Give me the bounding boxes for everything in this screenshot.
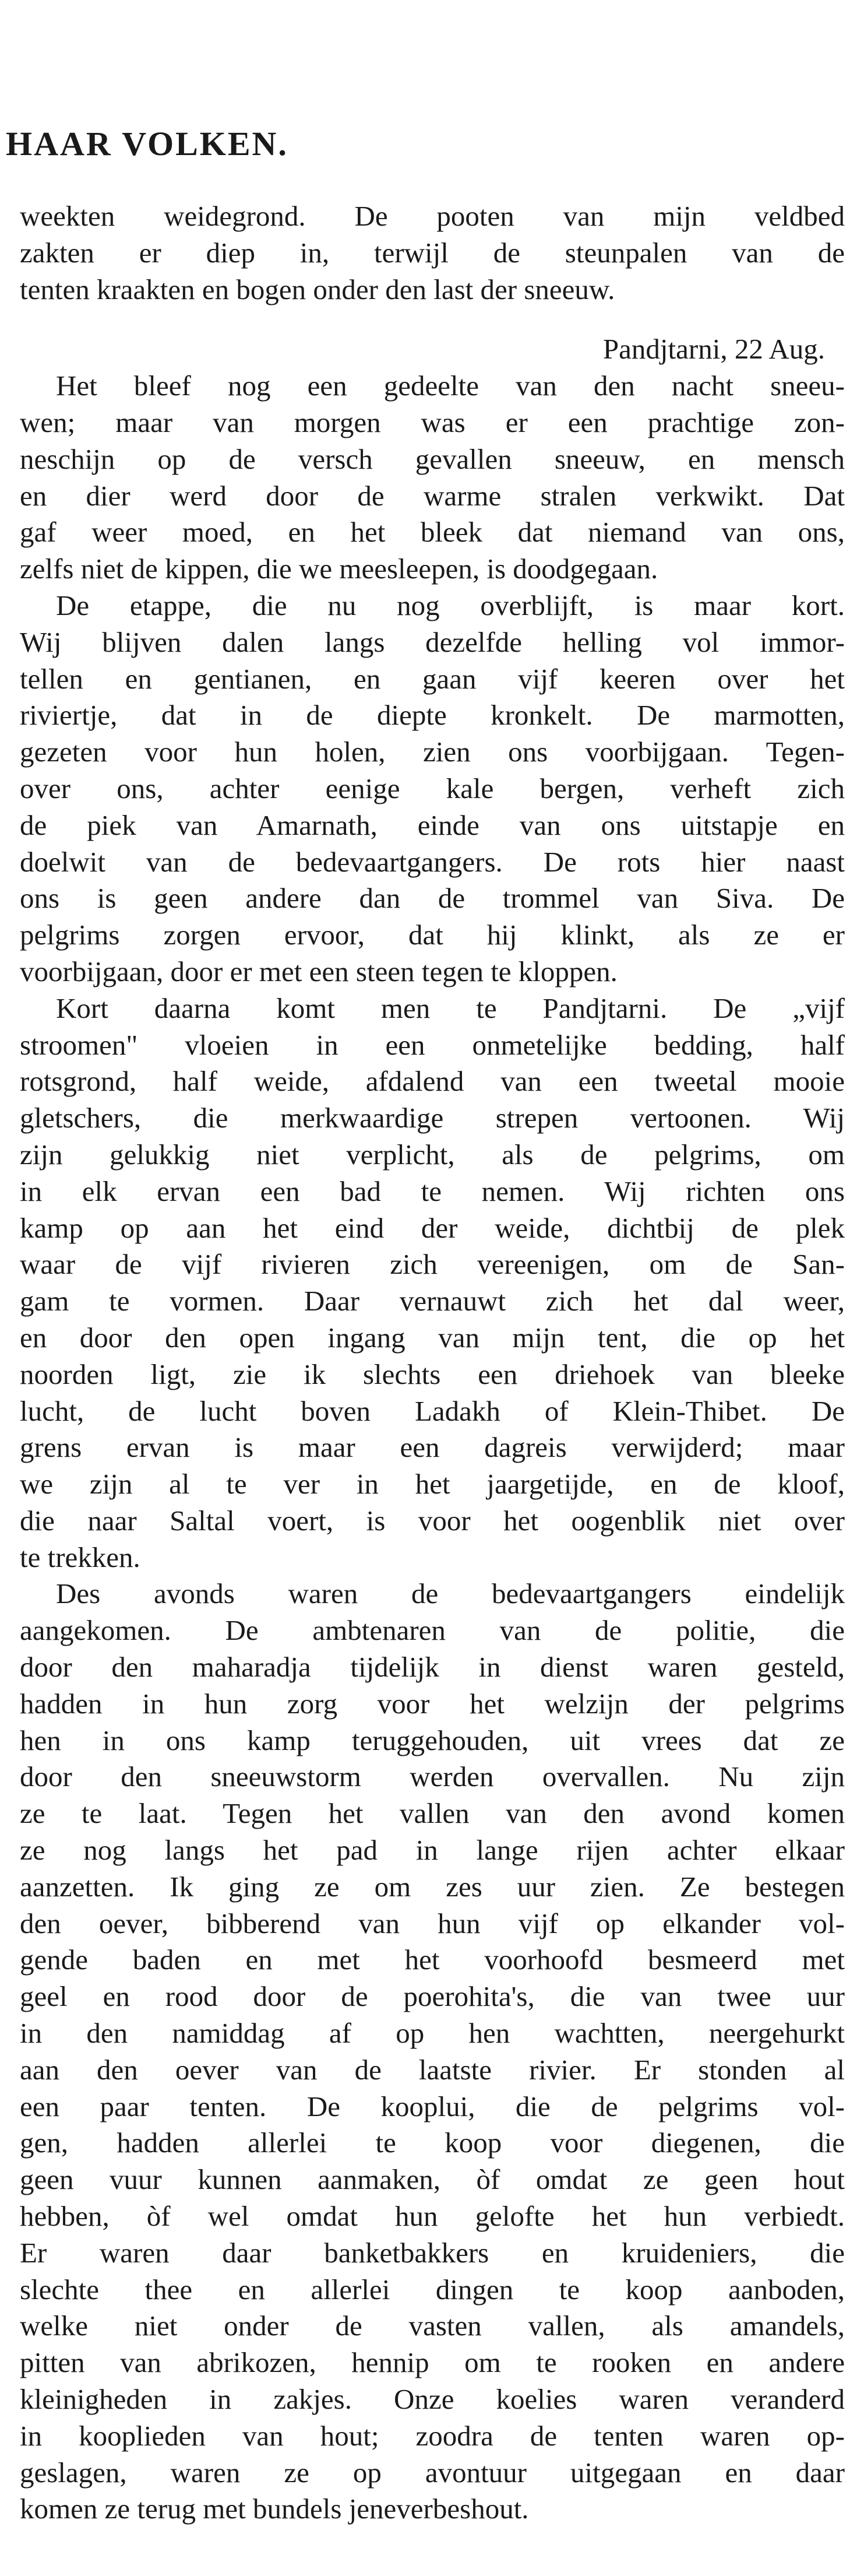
text-line: stroomen" vloeien in een onmetelijke bedding, half — [20, 1028, 845, 1061]
running-head: HAAR VOLKEN. — [6, 125, 288, 163]
text-line: door den sneeuwstorm werden overvallen. Nu zijn — [20, 1760, 845, 1793]
text-line: Wij blijven dalen langs dezelfde helling vol immor- — [20, 625, 845, 658]
text-line: ons is geen andere dan de trommel van Siva. De — [20, 882, 845, 915]
text-line: in den namiddag af op hen wachtten, neergehurkt — [20, 2017, 845, 2050]
text-line: gende baden en met het voorhoofd besmeerd met — [20, 1944, 845, 1976]
text-line: kleinigheden in zakjes. Onze koelies waren veranderd — [20, 2383, 845, 2416]
text-line: hen in ons kamp teruggehouden, uit vrees dat ze — [20, 1724, 845, 1756]
text-line: tellen en gentianen, en gaan vijf keeren over het — [20, 662, 845, 695]
text-line: zijn gelukkig niet verplicht, als de pelgrims, om — [20, 1138, 845, 1171]
text-line: rotsgrond, half weide, afdalend van een tweetal mooie — [20, 1065, 845, 1098]
dateline: Pandjtarni, 22 Aug. — [602, 333, 825, 366]
text-line: neschijn op de versch gevallen sneeuw, en mensch — [20, 442, 845, 475]
text-line: gletschers, die merkwaardige strepen vertoonen. Wij — [20, 1102, 845, 1134]
body-text — [20, 198, 845, 2528]
text-line: door den maharadja tijdelijk in dienst waren gesteld, — [20, 1651, 845, 1684]
text-line: aanzetten. Ik ging ze om zes uur zien. Ze bestegen — [20, 1870, 845, 1903]
text-line: wen; maar van morgen was er een prachtige zon- — [20, 406, 845, 438]
text-line: ze nog langs het pad in lange rijen achter elkaar — [20, 1834, 845, 1867]
text-line: aan den oever van de laatste rivier. Er stonden al — [20, 2053, 845, 2086]
text-line: over ons, achter eenige kale bergen, verheft zich — [20, 772, 845, 804]
text-line: riviertje, dat in de diepte kronkelt. De marmotten, — [20, 699, 845, 732]
text-line: kamp op aan het eind der weide, dichtbij de plek — [20, 1211, 845, 1244]
text-line: ze te laat. Tegen het vallen van den avond komen — [20, 1797, 845, 1830]
text-line: gen, hadden allerlei te koop voor diegenen, die — [20, 2127, 845, 2159]
text-line: waar de vijf rivieren zich vereenigen, om de San- — [20, 1248, 845, 1281]
text-line: weekten weidegrond. De pooten van mijn veldbed — [20, 200, 845, 232]
text-line: tenten kraakten en bogen onder den last der sneeuw. — [20, 273, 615, 305]
text-line: pitten van abrikozen, hennip om te rooken en andere — [20, 2346, 845, 2379]
text-line: gam te vormen. Daar vernauwt zich het dal weer, — [20, 1285, 845, 1317]
text-line: gaf weer moed, en het bleek dat niemand van ons, — [20, 516, 845, 549]
text-line: doelwit van de bedevaartgangers. De rots hier naast — [20, 845, 845, 878]
text-line: zelfs niet de kippen, die we meesleepen, is doodgegaan. — [20, 553, 658, 585]
text-line: geen vuur kunnen aanmaken, òf omdat ze geen hout — [20, 2163, 845, 2196]
text-line: en door den open ingang van mijn tent, die op het — [20, 1321, 845, 1354]
text-line: komen ze terug met bundels jeneverbeshout. — [20, 2493, 529, 2525]
text-line: gezeten voor hun holen, zien ons voorbijgaan. Tegen- — [20, 736, 845, 768]
text-line: te trekken. — [20, 1541, 140, 1573]
text-line: zakten er diep in, terwijl de steunpalen van de — [20, 236, 845, 269]
text-line: Er waren daar banketbakkers en kruideniers, die — [20, 2236, 845, 2269]
text-line: voorbijgaan, door er met een steen tegen te kloppen. — [20, 955, 618, 987]
text-line: en dier werd door de warme stralen verkwikt. Dat — [20, 479, 845, 512]
text-line: in elk ervan een bad te nemen. Wij richten ons — [20, 1175, 845, 1207]
text-line: welke niet onder de vasten vallen, als amandels, — [20, 2310, 845, 2342]
text-line: noorden ligt, zie ik slechts een driehoek van bleeke — [20, 1358, 845, 1390]
text-line: slechte thee en allerlei dingen te koop aanboden, — [20, 2273, 845, 2306]
text-line: we zijn al te ver in het jaargetijde, en de kloof, — [20, 1468, 845, 1500]
text-line: geel en rood door de poerohita's, die van twee uur — [20, 1980, 845, 2013]
text-line: pelgrims zorgen ervoor, dat hij klinkt, als ze er — [20, 919, 845, 951]
text-line: hebben, òf wel omdat hun gelofte het hun verbiedt. — [20, 2200, 845, 2233]
text-line: Des avonds waren de bedevaartgangers eindelijk — [56, 1577, 845, 1610]
text-line: de piek van Amarnath, einde van ons uitstapje en — [20, 809, 845, 841]
text-line: Kort daarna komt men te Pandjtarni. De „vijf — [56, 992, 845, 1024]
text-line: aangekomen. De ambtenaren van de politie, die — [20, 1614, 845, 1647]
text-line: grens ervan is maar een dagreis verwijderd; maar — [20, 1431, 845, 1464]
text-line: lucht, de lucht boven Ladakh of Klein-Thibet. De — [20, 1394, 845, 1427]
text-line: een paar tenten. De kooplui, die de pelgrims vol- — [20, 2090, 845, 2122]
text-line: hadden in hun zorg voor het welzijn der pelgrims — [20, 1687, 845, 1720]
text-line: geslagen, waren ze op avontuur uitgegaan en daar — [20, 2456, 845, 2489]
text-line: die naar Saltal voert, is voor het oogenblik niet over — [20, 1504, 845, 1537]
text-line: in kooplieden van hout; zoodra de tenten waren op- — [20, 2419, 845, 2452]
text-line: De etappe, die nu nog overblijft, is maar kort. — [56, 589, 845, 621]
text-line: Het bleef nog een gedeelte van den nacht sneeu- — [56, 370, 845, 402]
text-line: den oever, bibberend van hun vijf op elkander vol- — [20, 1907, 845, 1939]
